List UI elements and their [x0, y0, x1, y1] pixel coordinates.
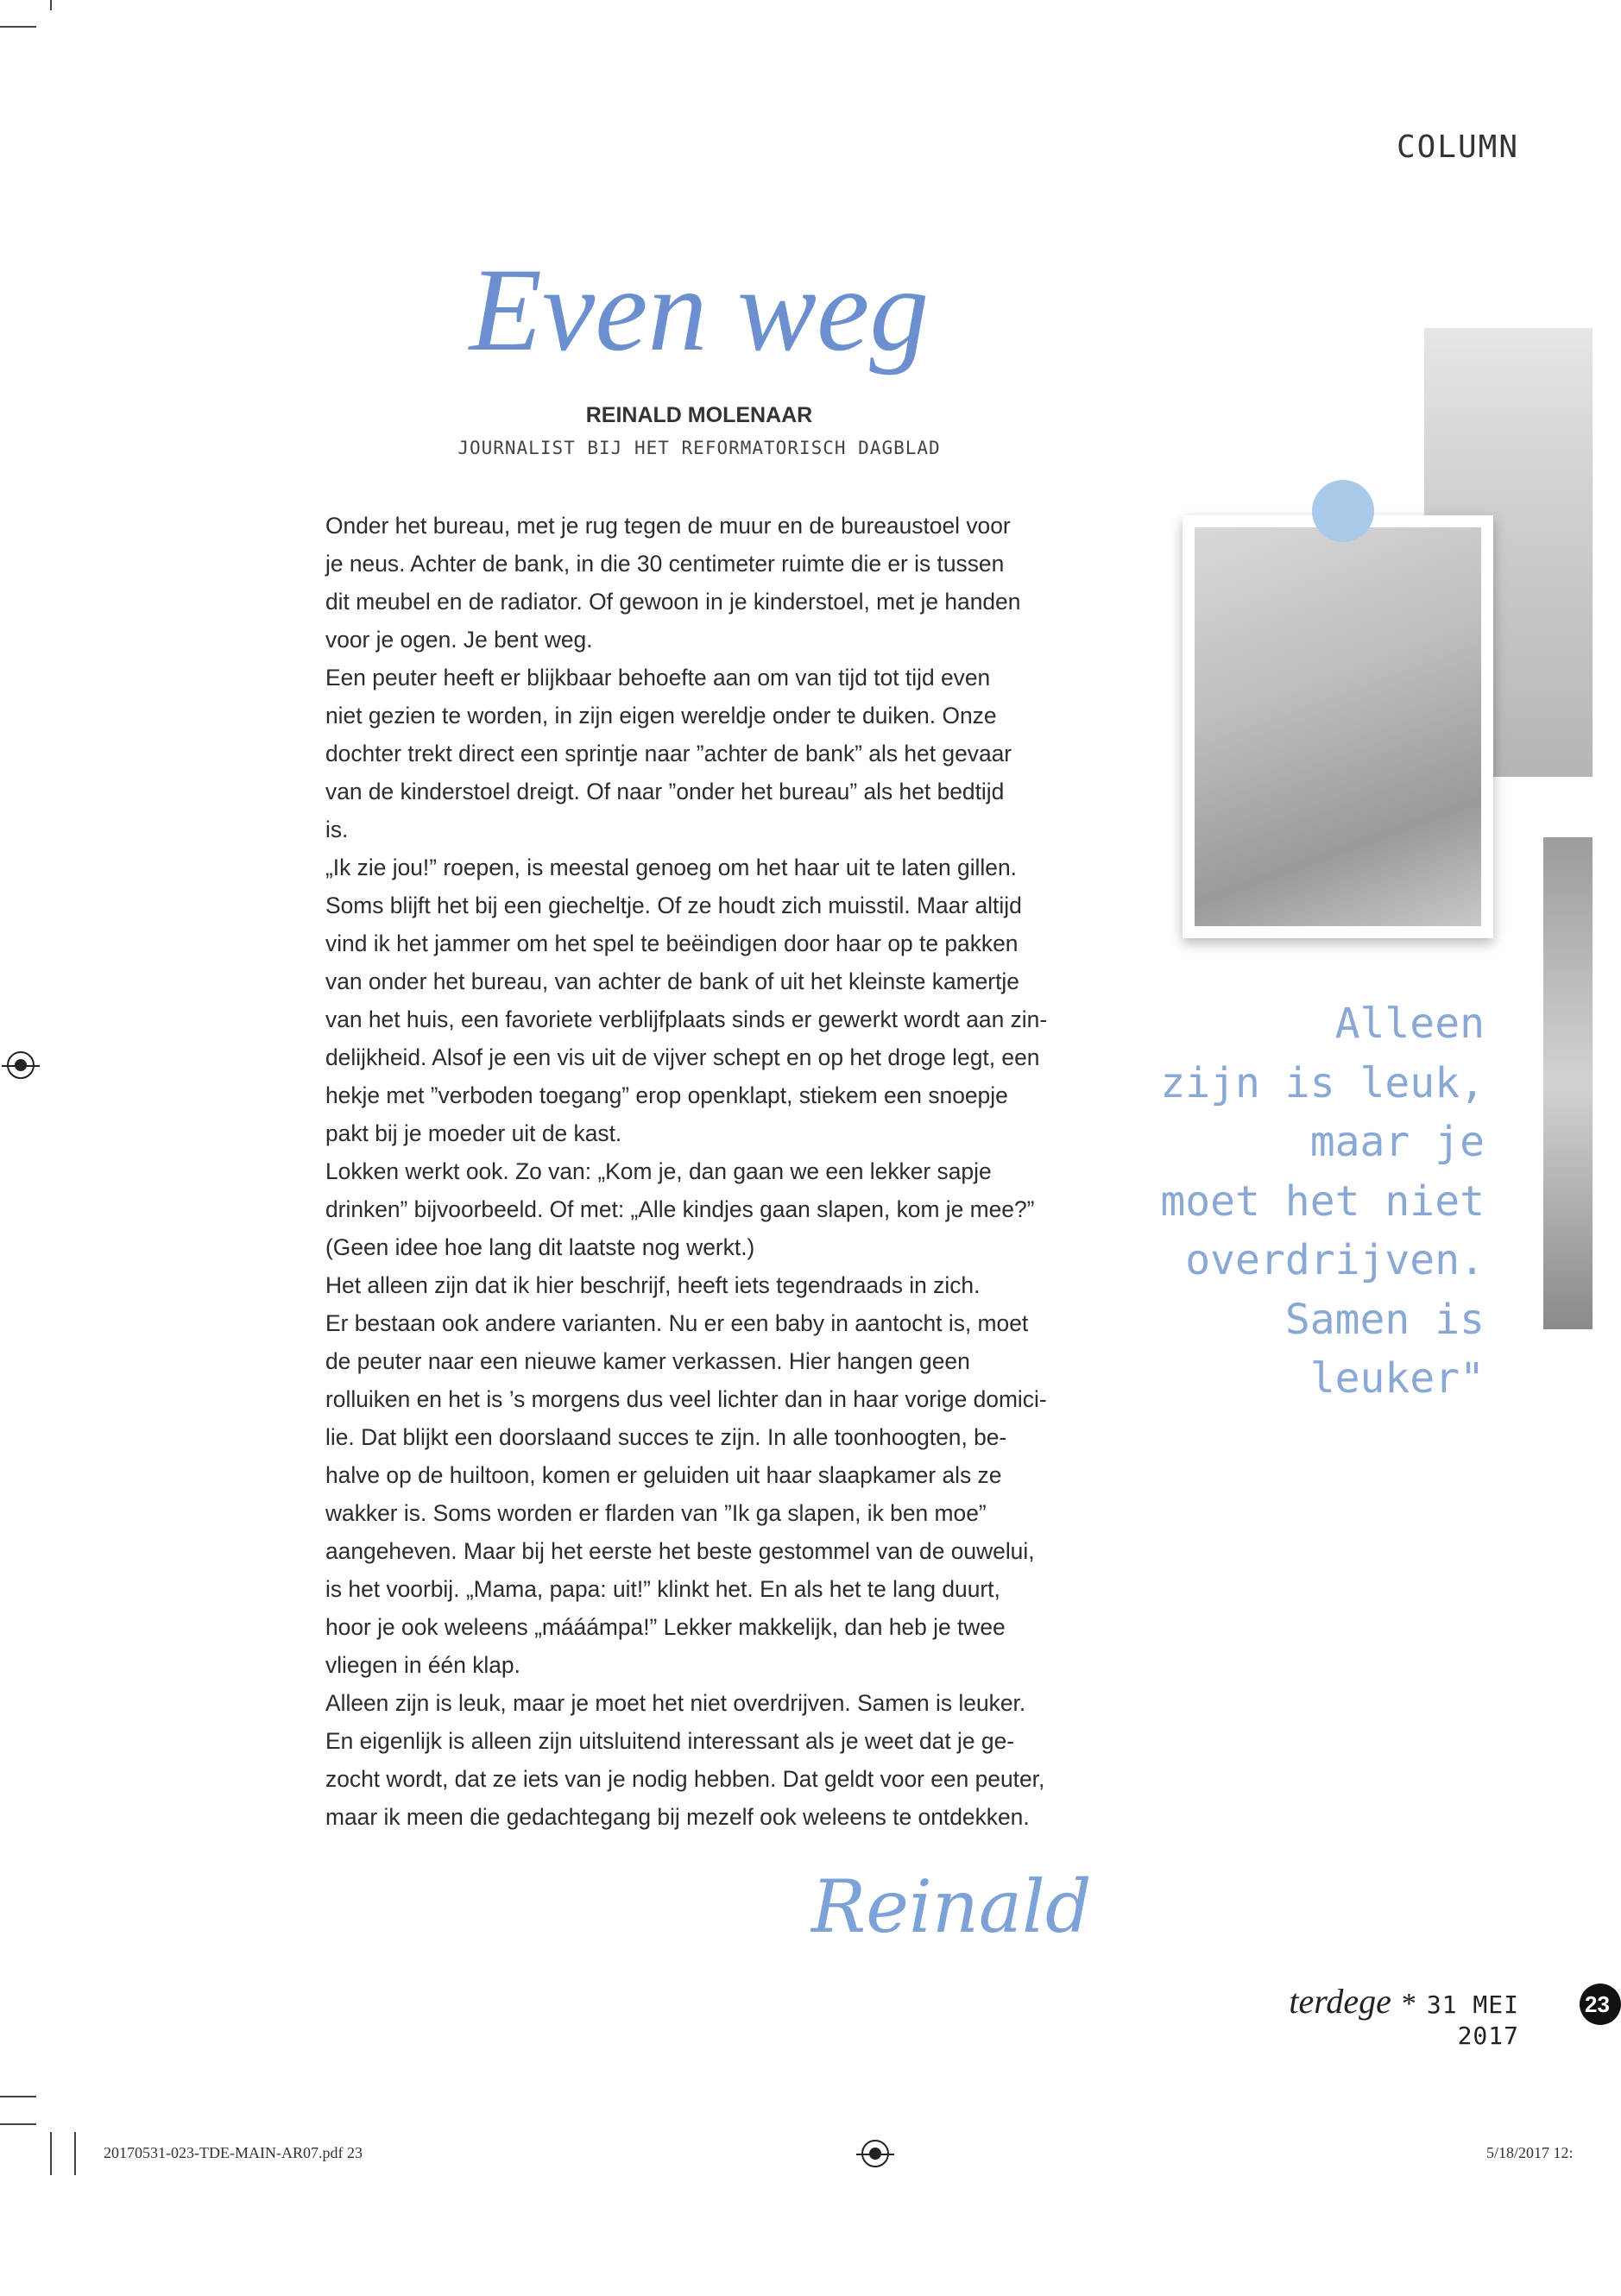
body-line: Onder het bureau, met je rug tegen de muur en de bureaustoel voor [325, 513, 1011, 539]
body-line: lie. Dat blijkt een doorslaand succes te zijn. In alle toonhoogten, be- [325, 1424, 1007, 1450]
body-line: zocht wordt, dat ze iets van je nodig hebben. Dat geldt voor een peuter, [325, 1766, 1045, 1792]
body-line: Lokken werkt ook. Zo van: „Kom je, dan gaan we een lekker sapje [325, 1158, 992, 1184]
body-line: vind ik het jammer om het spel te beëindigen door haar op te pakken [325, 930, 1019, 956]
crop-mark [50, 2132, 52, 2175]
crop-mark [74, 2132, 76, 2175]
body-line: is het voorbij. „Mama, papa: uit!” klinkt het. En als het te lang duurt, [325, 1576, 1000, 1602]
body-line: drinken” bijvoorbeeld. Of met: „Alle kindjes gaan slapen, kom je mee?” [325, 1196, 1035, 1222]
issue-date: 31 MEI 2017 [1426, 1990, 1519, 2050]
footer-brand [1234, 1981, 1519, 2051]
article-title: Even weg [469, 243, 930, 375]
pull-quote-line: zijn is leuk, [1160, 1058, 1485, 1107]
body-line: En eigenlijk is alleen zijn uitsluitend interessant als je weet dat je ge- [325, 1728, 1015, 1754]
body-line: is. [325, 817, 349, 842]
section-label: COLUMN [1396, 129, 1519, 165]
author-role: JOURNALIST BIJ HET REFORMATORISCH DAGBLAD [457, 438, 941, 458]
body-line: dit meubel en de radiator. Of gewoon in je kinderstoel, met je handen [325, 589, 1021, 615]
crop-mark [0, 26, 36, 28]
pull-quote-line: Samen is [1284, 1295, 1485, 1344]
body-line: halve op de huiltoon, komen er geluiden uit haar slaapkamer als ze [325, 1462, 1002, 1488]
body-line: je neus. Achter de bank, in die 30 centimeter ruimte die er is tussen [325, 551, 1005, 577]
body-line: Het alleen zijn dat ik hier beschrijf, heeft iets tegendraads in zich. [325, 1272, 981, 1298]
body-line: wakker is. Soms worden er flarden van ”Ik ga slapen, ik ben moe” [325, 1500, 987, 1526]
body-line: hoor je ook weleens „mááámpa!” Lekker makkelijk, dan heb je twee [325, 1614, 1006, 1640]
photo-father-daughter [1183, 515, 1493, 938]
pull-quote-line: Alleen [1334, 1000, 1485, 1048]
slug-timestamp: 5/18/2017 12: [1486, 2144, 1574, 2161]
body-line: aangeheven. Maar bij het eerste het beste gestommel van de ouwelui, [325, 1538, 1035, 1564]
crop-mark [0, 2096, 36, 2097]
decorative-dot [1312, 480, 1374, 542]
crop-mark [50, 0, 52, 10]
slug-filename: 20170531-023-TDE-MAIN-AR07.pdf 23 [104, 2144, 363, 2161]
pull-quote-line: leuker" [1309, 1354, 1485, 1403]
article-body [325, 507, 1076, 1836]
registration-mark [861, 2140, 889, 2167]
signature: Reinald [811, 1864, 1092, 1949]
body-line: maar ik meen die gedachtegang bij mezelf ook weleens te ontdekken. [325, 1804, 1030, 1830]
body-line: de peuter naar een nieuwe kamer verkassen. Hier hangen geen [325, 1348, 970, 1374]
body-line: Een peuter heeft er blijkbaar behoefte aan om van tijd tot tijd even [325, 665, 991, 691]
author-name: REINALD MOLENAAR [585, 403, 813, 427]
body-line: van onder het bureau, van achter de bank of uit het kleinste kamertje [325, 968, 1019, 994]
body-line: Soms blijft het bij een giecheltje. Of ze houdt zich muisstil. Maar altijd [325, 893, 1022, 918]
registration-mark [7, 1051, 35, 1079]
photo-image [1195, 527, 1481, 926]
separator-star: * [1401, 1988, 1416, 2020]
body-line: „Ik zie jou!” roepen, is meestal genoeg om het haar uit te laten gillen. [325, 855, 1017, 880]
page-number: 23 [1580, 1984, 1621, 2025]
body-line: delijkheid. Alsof je een vis uit de vijver schept en op het droge legt, een [325, 1044, 1040, 1070]
photo-cropped-right [1543, 837, 1593, 1329]
pull-quote-line: maar je [1309, 1118, 1485, 1166]
body-line: rolluiken en het is ’s morgens dus veel lichter dan in haar vorige domici- [325, 1386, 1047, 1412]
body-line: hekje met ”verboden toegang” erop openklapt, stiekem een snoepje [325, 1082, 1008, 1108]
pull-quote-line: overdrijven. [1185, 1236, 1485, 1284]
body-line: pakt bij je moeder uit de kast. [325, 1120, 622, 1146]
body-line: van de kinderstoel dreigt. Of naar ”onder het bureau” als het bedtijd [325, 779, 1005, 804]
body-line: Alleen zijn is leuk, maar je moet het niet overdrijven. Samen is leuker. [325, 1690, 1026, 1716]
brand-name: terdege [1289, 1982, 1391, 2021]
pull-quote [1122, 994, 1485, 1409]
body-line: dochter trekt direct een sprintje naar ”achter de bank” als het gevaar [325, 741, 1012, 766]
body-line: (Geen idee hoe lang dit laatste nog werkt.) [325, 1234, 755, 1260]
crop-mark [0, 2123, 36, 2125]
body-line: vliegen in één klap. [325, 1652, 520, 1678]
body-line: Er bestaan ook andere varianten. Nu er een baby in aantocht is, moet [325, 1310, 1029, 1336]
pull-quote-line: moet het niet [1160, 1176, 1485, 1226]
body-line: niet gezien te worden, in zijn eigen wereldje onder te duiken. Onze [325, 703, 997, 729]
body-line: voor je ogen. Je bent weg. [325, 627, 593, 653]
body-line: van het huis, een favoriete verblijfplaats sinds er gewerkt wordt aan zin- [325, 1006, 1048, 1032]
